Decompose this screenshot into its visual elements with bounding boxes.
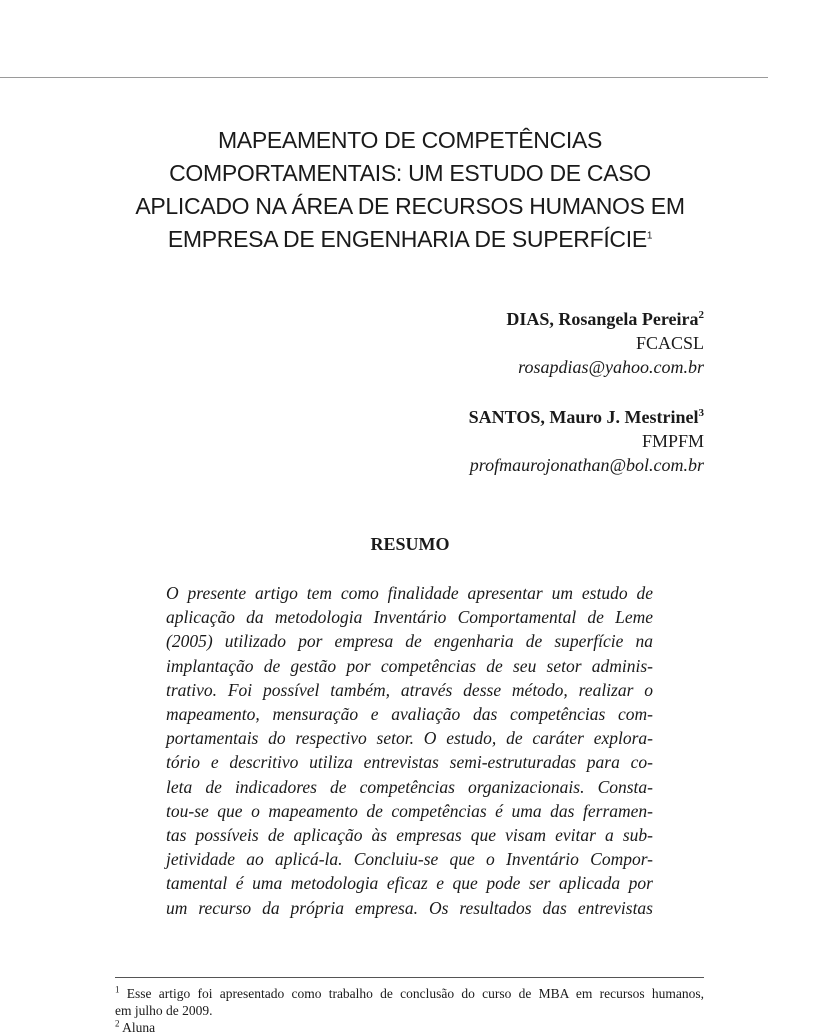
abstract-line: implantação de gestão por competências de seu setor adminis- <box>166 655 653 676</box>
footnote-mark: 1 <box>115 984 120 995</box>
abstract-heading: RESUMO <box>370 534 450 554</box>
abstract-line: um recurso da própria empresa. Os resultados das entrevistas <box>166 897 653 918</box>
title-line: MAPEAMENTO DE COMPETÊNCIAS <box>217 127 603 153</box>
title-line: COMPORTAMENTAIS: UM ESTUDO DE CASO <box>169 160 651 186</box>
header-rule <box>0 77 768 78</box>
footnotes <box>115 984 704 1035</box>
abstract-line: leta de indicadores de competências organizacionais. Consta- <box>166 776 653 797</box>
title-footnote-mark: 1 <box>646 230 653 242</box>
author-block-santos <box>469 405 704 477</box>
author-email: rosapdias@yahoo.com.br <box>518 357 704 377</box>
abstract-line: (2005) utilizado por empresa de engenharia de superfície na <box>166 631 653 652</box>
abstract-line: mapeamento, mensuração e avaliação das competências com- <box>166 704 653 725</box>
author-name <box>506 307 704 331</box>
author-institution: FCACSL <box>635 333 704 353</box>
abstract-line: O presente artigo tem como finalidade apresentar um estudo de <box>166 583 653 603</box>
abstract-line: tório e descritivo utiliza entrevistas semi-estruturadas para co- <box>166 752 653 773</box>
title-line: APLICADO NA ÁREA DE RECURSOS HUMANOS EM <box>135 193 685 219</box>
abstract-line: jetividade ao aplicá-la. Concluiu-se que o Inventário Compor- <box>166 849 653 870</box>
author-footnote-mark: 3 <box>698 407 704 419</box>
footnote-text: Aluna <box>122 1020 156 1035</box>
title-line <box>110 223 710 256</box>
abstract-body <box>166 581 653 920</box>
author-footnote-mark: 2 <box>698 309 704 321</box>
footnote-1-continuation: em julho de 2009. <box>115 1003 213 1018</box>
footnote-1 <box>115 985 704 1002</box>
author-name-text: SANTOS, Mauro J. Mestrinel <box>468 407 699 427</box>
author-block-dias <box>506 307 704 379</box>
footnote-2-partial <box>115 1018 704 1035</box>
footnote-mark: 2 <box>115 1018 120 1029</box>
author-email: profmaurojonathan@bol.com.br <box>469 455 704 475</box>
footnote-rule <box>115 977 704 978</box>
paper-title <box>110 124 710 256</box>
footnote-text: Esse artigo foi apresentado como trabalho de conclusão do curso de MBA em recursos humanos, <box>126 986 704 1001</box>
abstract-line: portamentais do respectivo setor. O estudo, de caráter explora- <box>166 728 653 749</box>
abstract-line: tas possíveis de aplicação às empresas que visam evitar a sub- <box>166 825 653 846</box>
title-line-text: EMPRESA DE ENGENHARIA DE SUPERFÍCIE <box>167 226 647 252</box>
author-institution: FMPFM <box>641 431 704 451</box>
author-name <box>469 405 704 429</box>
abstract-line: trativo. Foi possível também, através desse método, realizar o <box>166 679 653 700</box>
abstract-line: aplicação da metodologia Inventário Comportamental de Leme <box>166 607 653 628</box>
abstract-line: tamental é uma metodologia eficaz e que pode ser aplicada por <box>166 873 653 894</box>
author-name-text: DIAS, Rosangela Pereira <box>506 309 699 329</box>
abstract-line: tou-se que o mapeamento de competências é uma das ferramen- <box>166 800 653 821</box>
